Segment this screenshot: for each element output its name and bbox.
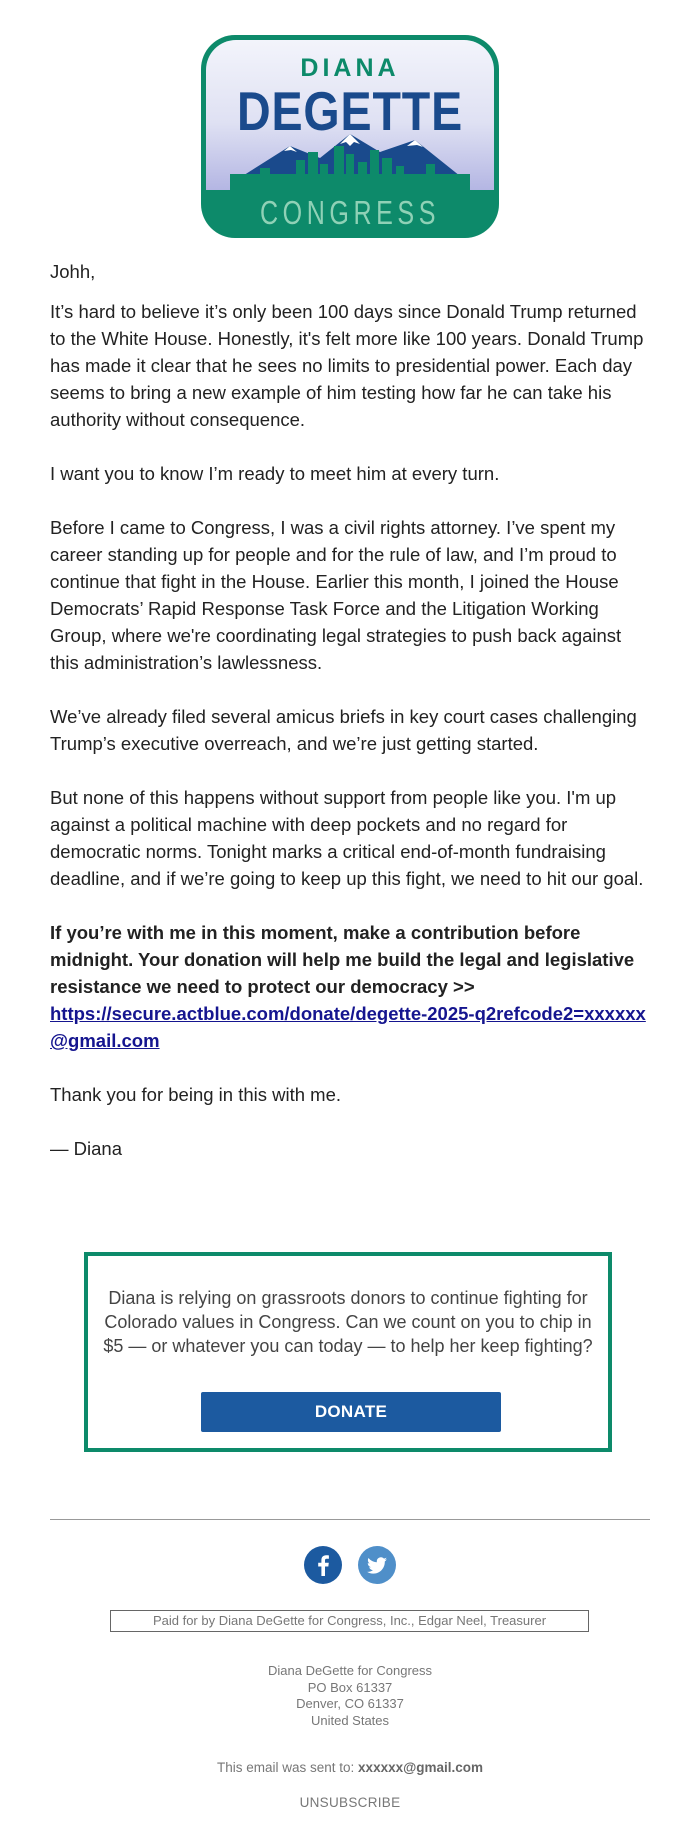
unsubscribe-row	[0, 1795, 700, 1810]
address-line: Diana DeGette for Congress	[267, 1663, 433, 1678]
cta-text: If you’re with me in this moment, make a contribution before midnight. Your donation will help me build the legal and legislative resistance we need to protect our democracy >>	[50, 922, 635, 997]
sent-to-email: xxxxxx@gmail.com	[358, 1760, 484, 1775]
donate-button[interactable]: DONATE	[201, 1392, 501, 1432]
closing: Thank you for being in this with me.	[50, 1084, 342, 1105]
paragraph: We’ve already filed several amicus briefs in key court cases challenging Trump’s executive overreach, and we’re just getting started.	[50, 706, 637, 754]
twitter-icon	[358, 1546, 396, 1584]
footer-divider	[50, 1519, 650, 1520]
call-to-action	[50, 919, 650, 1054]
address-line: PO Box 61337	[307, 1679, 393, 1695]
letter-body	[50, 258, 650, 1189]
sent-to-line	[0, 1760, 700, 1775]
mailing-address	[0, 1663, 700, 1729]
address-line: Denver, CO 61337	[296, 1696, 404, 1711]
paragraph: It’s hard to believe it’s only been 100 days since Donald Trump returned to the White House. Honestly, it's felt more like 100 years. Donald Trump has made it clear that he sees no limits to presidential power. Each day seems to bring a new example of him testing how far he can take his authority without consequence.	[50, 301, 644, 430]
salutation: Johh,	[50, 261, 96, 282]
paragraph: But none of this happens without support from people like you. I'm up against a political machine with deep pockets and no regard for democratic norms. Tonight marks a critical end-of-month fundraising deadline, and if we’re going to keep up this fight, we need to hit our goal.	[50, 787, 644, 889]
logo-last-name: DEGETTE	[237, 80, 463, 142]
paid-for-disclaimer: Paid for by Diana DeGette for Congress, Inc., Edgar Neel, Treasurer	[110, 1610, 589, 1632]
facebook-icon	[304, 1546, 342, 1584]
unsubscribe-link[interactable]: UNSUBSCRIBE	[299, 1795, 401, 1810]
logo-first-name: DIANA	[300, 54, 400, 82]
signature: — Diana	[50, 1138, 122, 1159]
sent-to-label: This email was sent to:	[216, 1760, 355, 1775]
paragraph: I want you to know I’m ready to meet him at every turn.	[50, 463, 500, 484]
twitter-button[interactable]	[358, 1546, 396, 1584]
campaign-logo	[200, 34, 500, 239]
donate-box-text: Diana is relying on grassroots donors to continue fighting for Colorado values in Congress. Can we count on you to chip in $5 — or whatever you can today — to help her keep fighting?	[103, 1288, 593, 1356]
paragraph: Before I came to Congress, I was a civil rights attorney. I’ve spent my career standing up for people and for the rule of law, and I’m proud to continue that fight in the House. Earlier this month, I joined the House Democrats’ Rapid Response Task Force and the Litigation Working Group, where we're coordinating legal strategies to push back against this administration’s lawlessness.	[50, 517, 622, 673]
donate-box	[84, 1252, 612, 1452]
donate-link[interactable]: https://secure.actblue.com/donate/degette-2025-q2refcode2=xxxxxx@gmail.com	[50, 1003, 646, 1051]
facebook-button[interactable]	[304, 1546, 342, 1584]
logo-office: CONGRESS	[260, 194, 440, 231]
address-line: United States	[310, 1712, 390, 1728]
